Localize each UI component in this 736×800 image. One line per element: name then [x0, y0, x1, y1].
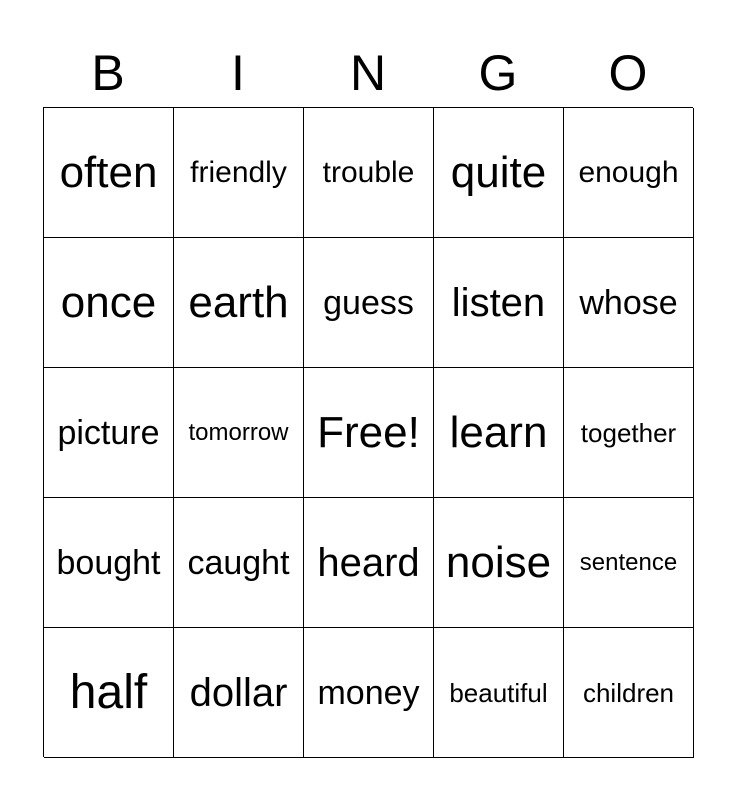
bingo-cell-r2-c3[interactable]: learn [434, 368, 564, 498]
bingo-cell-r0-c2[interactable]: trouble [304, 108, 434, 238]
bingo-cell-r4-c3[interactable]: beautiful [434, 628, 564, 758]
bingo-cell-r4-c1[interactable]: dollar [174, 628, 304, 758]
bingo-board [43, 107, 693, 757]
bingo-cell-r2-c2[interactable]: Free! [304, 368, 434, 498]
bingo-cell-r3-c1[interactable]: caught [174, 498, 304, 628]
header-letter-n: N [349, 45, 387, 101]
bingo-cell-r0-c4[interactable]: enough [564, 108, 694, 238]
bingo-cell-r4-c0[interactable]: half [44, 628, 174, 758]
bingo-cell-r1-c4[interactable]: whose [564, 238, 694, 368]
bingo-cell-r2-c1[interactable]: tomorrow [174, 368, 304, 498]
bingo-header [43, 40, 693, 106]
bingo-cell-r3-c3[interactable]: noise [434, 498, 564, 628]
bingo-cell-r3-c0[interactable]: bought [44, 498, 174, 628]
bingo-cell-r2-c4[interactable]: together [564, 368, 694, 498]
bingo-cell-r1-c3[interactable]: listen [434, 238, 564, 368]
bingo-cell-r4-c4[interactable]: children [564, 628, 694, 758]
bingo-cell-r2-c0[interactable]: picture [44, 368, 174, 498]
bingo-cell-r1-c1[interactable]: earth [174, 238, 304, 368]
bingo-cell-r0-c3[interactable]: quite [434, 108, 564, 238]
bingo-cell-r3-c2[interactable]: heard [304, 498, 434, 628]
header-letter-o: O [608, 45, 648, 101]
bingo-cell-r1-c0[interactable]: once [44, 238, 174, 368]
header-letter-g: G [478, 45, 518, 101]
bingo-cell-r0-c1[interactable]: friendly [174, 108, 304, 238]
header-letter-b: B [91, 45, 125, 101]
bingo-cell-r4-c2[interactable]: money [304, 628, 434, 758]
bingo-cell-r0-c0[interactable]: often [44, 108, 174, 238]
bingo-cell-r3-c4[interactable]: sentence [564, 498, 694, 628]
header-letter-i: I [231, 45, 245, 101]
bingo-cell-r1-c2[interactable]: guess [304, 238, 434, 368]
